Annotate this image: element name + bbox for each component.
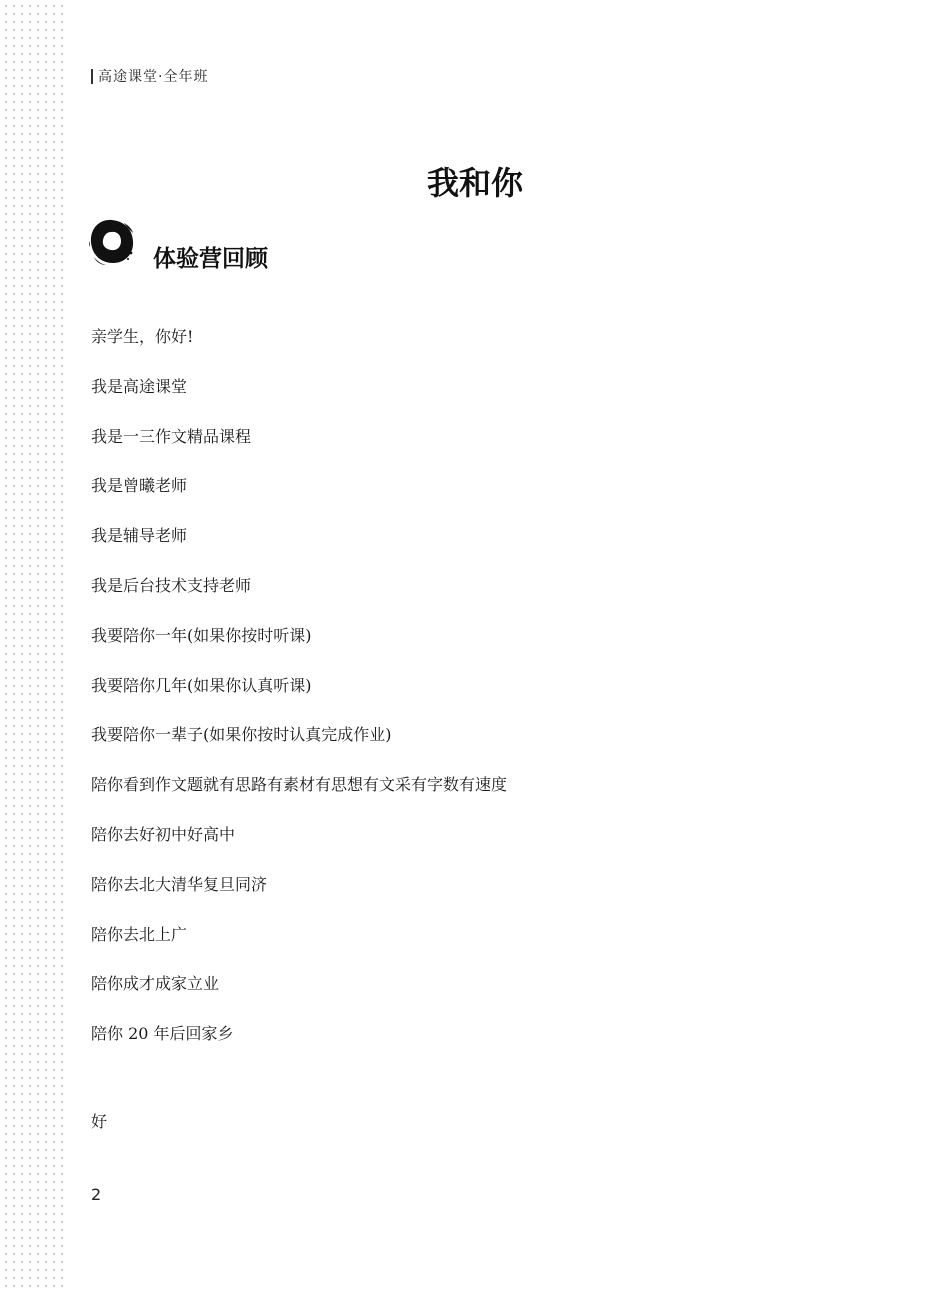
body-line: 陪你去北大清华复旦同济 bbox=[91, 874, 268, 894]
body-line: 我是曾曦老师 bbox=[91, 476, 188, 496]
page-number: 2 bbox=[91, 1185, 102, 1204]
body-line: 陪你去北上广 bbox=[91, 924, 188, 944]
body-line: 陪你成才成家立业 bbox=[91, 974, 220, 994]
body-line: 陪你看到作文题就有思路有素材有思想有文采有字数有速度 bbox=[91, 775, 508, 795]
body-line: 我是高途课堂 bbox=[91, 376, 188, 396]
body-line: 我要陪你一年(如果你按时听课) bbox=[91, 625, 312, 645]
running-header bbox=[91, 66, 208, 86]
body-text bbox=[91, 326, 507, 1073]
body-line: 我是后台技术支持老师 bbox=[91, 575, 252, 595]
body-line: 亲学生，你好! bbox=[91, 327, 194, 346]
body-line: 我要陪你一辈子(如果你按时认真完成作业) bbox=[91, 725, 392, 745]
body-line: 我是一三作文精品课程 bbox=[91, 426, 252, 446]
body-line: 我是辅导老师 bbox=[91, 526, 188, 546]
body-line: 陪你去好初中好高中 bbox=[91, 824, 236, 844]
ink-circle-icon bbox=[88, 217, 136, 267]
header-text: 高途课堂·全年班 bbox=[98, 69, 209, 85]
section-heading: 体验营回顾 bbox=[153, 246, 268, 272]
closing-line: 好 bbox=[91, 1112, 108, 1131]
body-line: 陪你 20 年后回家乡 bbox=[91, 1024, 234, 1044]
body-line: 我要陪你几年(如果你认真听课) bbox=[91, 675, 312, 695]
page-title: 我和你 bbox=[426, 164, 523, 202]
header-bar-mark bbox=[91, 69, 93, 84]
